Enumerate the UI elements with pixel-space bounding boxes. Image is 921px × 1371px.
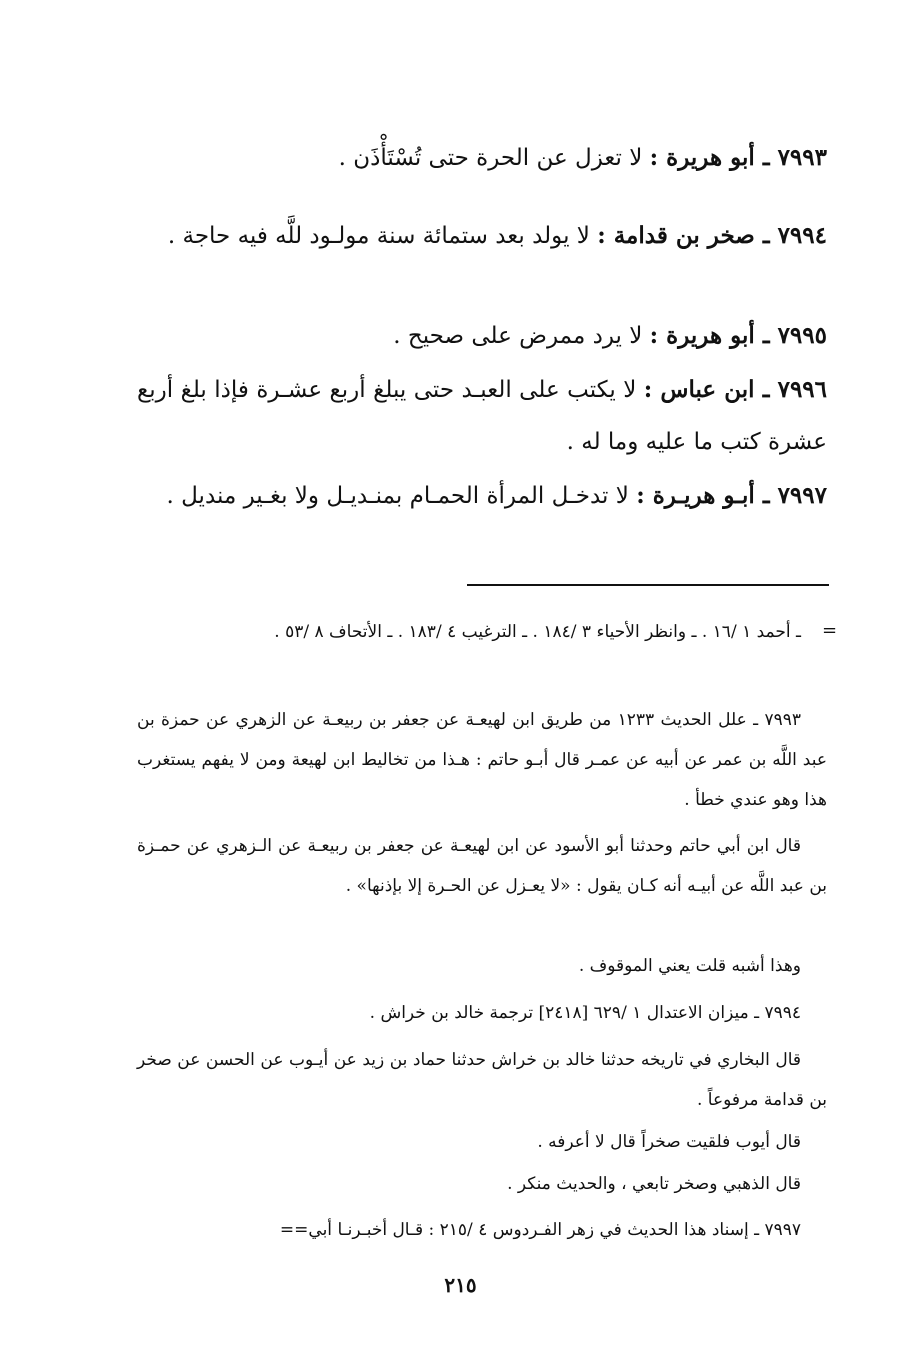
footnote-7993-cont: قال ابن أبي حاتم وحدثنا أبو الأسود عن ابن لهيعـة عن جعفر بن ربيعـة عن الـزهري عن حمـزة بن عبد اللَّه عن أبيـه أنه كـان يقول : «لا يعـزل عن الحـرة إلا بإذنها» . <box>137 836 827 896</box>
hadith-head: ٧٩٩٧ ـ أبـو هريـرة : <box>636 482 827 509</box>
hadith-text: لا يرد ممرض على صحيح . <box>393 323 643 349</box>
hadith-head: ٧٩٩٤ ـ صخر بن قدامة : <box>597 222 827 249</box>
hadith-7997 <box>137 470 827 522</box>
hadith-head: ٧٩٩٣ ـ أبو هريرة : <box>649 144 827 171</box>
continuation-mark: = <box>822 620 838 641</box>
hadith-head: ٧٩٩٥ ـ أبو هريرة : <box>649 322 827 349</box>
hadith-text: لا يكتب على العبـد حتى يبلغ أربع عشـرة فإذا بلغ أربع عشرة كتب ما عليه وما له . <box>137 377 827 455</box>
hadith-text: لا تعزل عن الحرة حتى تُسْتَأْذَن . <box>338 145 643 171</box>
footnote-7994-note: قال أيوب فلقيت صخراً قال لا أعرفه . <box>537 1132 801 1152</box>
footnote-7994-note2: قال الذهبي وصخر تابعي ، والحديث منكر . <box>507 1174 801 1194</box>
page-number: ٢١٥ <box>444 1273 477 1297</box>
footnote-7993-note: وهذا أشبه قلت يعني الموقوف . <box>578 956 801 976</box>
footnote-7997: ٧٩٩٧ ـ إسناد هذا الحديث في زهر الفـردوس ٤ /٢١٥ : قـال أخبـرنـا أبي== <box>279 1220 801 1240</box>
hadith-text: لا تدخـل المرأة الحمـام بمنـديـل ولا بغـير منديل . <box>166 483 629 509</box>
hadith-7995 <box>137 310 827 362</box>
footnote-7994: ٧٩٩٤ ـ ميزان الاعتدال ١ /٦٢٩ [٢٤١٨] ترجمة خالد بن خراش . <box>369 1003 801 1023</box>
footnote-continued: ـ أحمد ١ /١٦ . ـ وانظر الأحياء ٣ /١٨٤ . ـ الترغيب ٤ /١٨٣ . ـ الأتحاف ٨ /٥٣ . <box>274 622 801 642</box>
footnote-7994-cont: قال البخاري في تاريخه حدثنا خالد بن خراش حدثنا حماد بن زيد عن أيـوب عن الحسن عن صخر بن قدامة مرفوعاً . <box>137 1050 827 1110</box>
hadith-7996 <box>137 364 827 468</box>
hadith-7994 <box>137 210 827 262</box>
hadith-head: ٧٩٩٦ ـ ابن عباس : <box>643 376 828 403</box>
footnote-separator <box>467 584 829 586</box>
hadith-text: لا يولد بعد ستمائة سنة مولـود للَّه فيه حاجة . <box>167 223 590 249</box>
hadith-7993 <box>137 132 827 184</box>
footnote-7993: ٧٩٩٣ ـ علل الحديث ١٢٣٣ من طريق ابن لهيعـة عن جعفر بن ربيعـة عن الزهري عن حمزة بن عبد اللَّه بن عمر عن أبيه عن عمـر قال أبـو حاتم : هـذا من تخاليط ابن لهيعة ومن لا يفهم يستغرب هذا وهو عندي خطأ . <box>137 710 827 810</box>
